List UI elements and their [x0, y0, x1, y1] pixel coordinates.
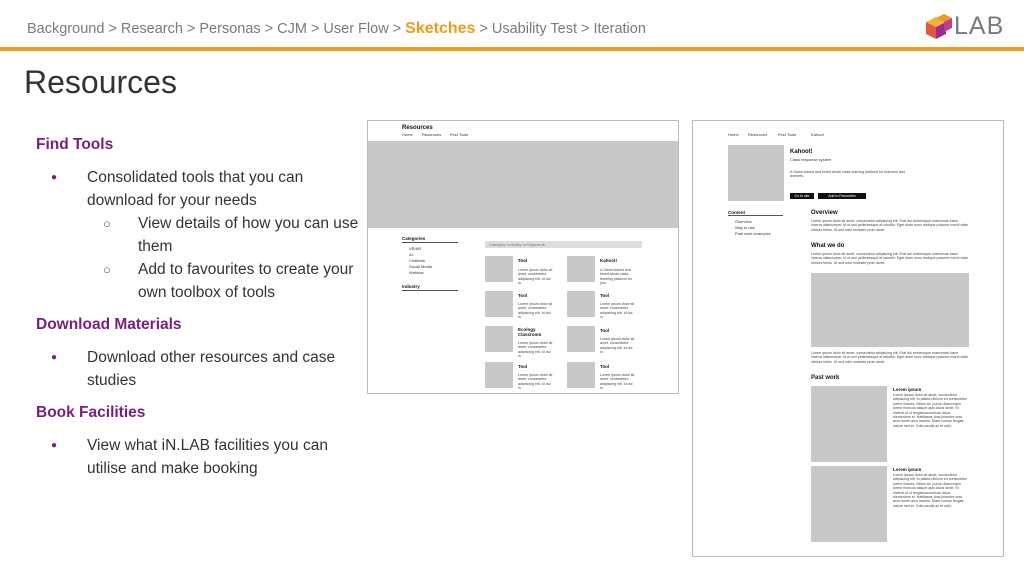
- wf2-past-work-image: [811, 386, 887, 462]
- breadcrumb-item-background[interactable]: Background: [27, 21, 105, 37]
- download-bullet: ● Download other resources and case studies: [36, 346, 366, 392]
- wf2-what-we-do-text: Lorem ipsum dolor sit amet, consectetur adipiscing elit. Erat dui scelerisque maecenas fusce viverra ullamcorper, id ut orci pellentesque et lobortis. Eget diam nunc tristique posuere morbi vitae ultrices tellus. Ut sed odio molestie proin amet.: [811, 252, 969, 265]
- wf2-tool-desc: A Game-based and timed whole class learning platform for teachers and learners.: [790, 170, 906, 179]
- wf1-tool-image: [485, 326, 513, 352]
- wf1-cat-chatbots[interactable]: Chatbots: [409, 258, 426, 263]
- wf2-past-work-text: Lorem ipsum dolor sit amet, consectetur adipiscing elit. In platea ultrices eu consectetur lorem ultrices. Netus ac, purus ullamcorper lorem rhoncus aliquet quis lacus amet. Et viverra ut ut feugiat accumsan lacus elementum et. Habitasse duis posuere cras arcu morbi arcu mauris. Diam cursus feugiat natum sed et. Odio iaculis ac et odio.: [893, 393, 968, 428]
- wf2-overview-heading: Overview: [811, 210, 838, 216]
- wf1-tool-name[interactable]: Ecology Classroom: [518, 327, 542, 337]
- wf1-tool-desc: Lorem ipsum dolor sit amet, consectetur adipiscing elit. Id dui in.: [518, 373, 553, 391]
- features-list: [36, 136, 366, 480]
- breadcrumb: [27, 20, 646, 38]
- wireframe-tool-detail: [692, 120, 1004, 557]
- wf1-tool-name[interactable]: Tool: [518, 364, 528, 369]
- go-to-site-button[interactable]: Go to site: [790, 193, 814, 199]
- wf2-nav-way-to-use[interactable]: Way to use: [735, 225, 755, 230]
- breadcrumb-item-research[interactable]: Research: [120, 21, 183, 37]
- breadcrumb-separator: >: [108, 21, 117, 37]
- breadcrumb-separator: >: [264, 21, 274, 37]
- wf1-cat-ai[interactable]: AI: [409, 252, 413, 257]
- wf2-nav-past-work[interactable]: Past work examples: [735, 231, 771, 236]
- wf1-tool-desc: Lorem ipsum dolor sit amet, consectetur adipiscing elit. Id dui in.: [518, 302, 553, 320]
- wf2-past-work-text: Lorem ipsum dolor sit amet, consectetur adipiscing elit. In platea ultrices eu consectetur lorem ultrices. Netus ac, purus ullamcorper lorem rhoncus aliquet quis lacus amet. Et viverra ut ut feugiat accumsan lacus elementum et. Habitasse duis posuere cras arcu morbi arcu mauris. Diam cursus feugiat natum sed et. Odio iaculis ac et odio.: [893, 473, 968, 508]
- wf2-content-label: Content: [728, 210, 745, 215]
- breadcrumb-separator: >: [310, 21, 320, 37]
- find-tools-sub-2: ○ Add to favourites to create your own toolbox of tools: [36, 258, 366, 304]
- wf1-industry-label[interactable]: Industry: [402, 284, 420, 289]
- wf1-tool-image: [485, 256, 513, 282]
- wf2-past-work-title: Lorem ipsum: [893, 467, 922, 472]
- wf2-crumb-kahoot[interactable]: Kahoot: [811, 132, 824, 137]
- wf1-tool-name[interactable]: Tool: [600, 328, 610, 333]
- find-tools-heading: Find Tools: [36, 136, 114, 153]
- breadcrumb-item-iteration[interactable]: Iteration: [593, 21, 646, 37]
- wf2-past-work-title: Lorem ipsum: [893, 387, 922, 392]
- wf1-crumb-home[interactable]: Home: [402, 132, 413, 137]
- breadcrumb-item-usability-test[interactable]: Usability Test: [491, 21, 578, 37]
- wf2-past-work-image: [811, 466, 887, 542]
- breadcrumb-item-cjm[interactable]: CJM: [277, 21, 307, 37]
- wf2-tool-subtitle: Class response system: [790, 157, 832, 162]
- wf1-cat-social-media[interactable]: Social Media: [409, 264, 432, 269]
- wf1-tool-image: [485, 291, 513, 317]
- wf2-nav-overview[interactable]: Overview: [735, 219, 752, 224]
- wf1-tool-name[interactable]: Tool: [518, 258, 528, 263]
- breadcrumb-separator: >: [581, 21, 590, 37]
- wf1-tool-image: [567, 362, 595, 388]
- facilities-bullet: ● View what iN.LAB facilities you can utilise and make booking: [36, 434, 366, 480]
- find-tools-bullet: ● Consolidated tools that you can download for your needs: [36, 166, 366, 212]
- wf1-tool-image: [567, 326, 595, 352]
- wireframe-resources-list: [367, 120, 679, 394]
- breadcrumb-separator: >: [392, 21, 402, 37]
- wf1-cat-webinar[interactable]: Webinar: [409, 270, 424, 275]
- breadcrumb-item-sketches[interactable]: Sketches: [405, 20, 476, 37]
- wf1-title: Resources: [402, 125, 433, 131]
- header-divider: [0, 47, 1024, 51]
- wf1-tool-desc: Lorem ipsum dolor sit amet, consectetur adipiscing elit. Id dui in.: [600, 337, 635, 355]
- wf1-tool-desc: A Game-based and timed whole class learning platform for you.: [600, 268, 632, 286]
- wf2-feature-image: [811, 273, 969, 347]
- wf1-tool-name[interactable]: Tool: [518, 293, 528, 298]
- wf1-crumb-find-tools[interactable]: Find Tools: [450, 132, 469, 137]
- breadcrumb-item-personas[interactable]: Personas: [199, 21, 261, 37]
- facilities-heading: Book Facilities: [36, 404, 146, 421]
- wf2-past-work-heading: Past work: [811, 375, 840, 381]
- wf1-tool-desc: Lorem ipsum dolor sit amet, consectetur adipiscing elit. Id dui in.: [518, 341, 553, 359]
- logo-text: LAB: [954, 12, 1005, 40]
- wf1-tool-name[interactable]: Tool: [600, 364, 610, 369]
- wf2-crumb-resources[interactable]: Resources: [748, 132, 768, 137]
- wf2-crumb-find-tools[interactable]: Find Tools: [778, 132, 797, 137]
- wf1-search-input[interactable]: Category, Industry or Keywords: [485, 241, 642, 248]
- download-heading: Download Materials: [36, 316, 182, 333]
- wf2-tool-thumbnail: [728, 145, 784, 201]
- find-tools-sub-1: ○ View details of how you can use them: [36, 212, 366, 258]
- wf1-categories-label[interactable]: Categories: [402, 236, 426, 241]
- wf2-what-we-do-heading: What we do: [811, 243, 845, 249]
- wf1-tool-name[interactable]: Tool: [600, 293, 610, 298]
- breadcrumb-separator: >: [186, 21, 196, 37]
- wf1-tool-name[interactable]: Kahoot!: [600, 258, 617, 263]
- wf1-tool-image: [485, 362, 513, 388]
- page-title: Resources: [24, 64, 177, 100]
- wf2-overview-text: Lorem ipsum dolor sit amet, consectetur adipiscing elit. Erat dui scelerisque maecenas fusce viverra ullamcorper, id ut orci pellentesque et lobortis. Eget diam nunc tristique posuere morbi vitae ultrices tellus. Ut sed odio molestie proin amet.: [811, 219, 969, 232]
- wf2-feature-caption: Lorem ipsum dolor sit amet, consectetur adipiscing elit. Erat dui scelerisque maecenas fusce viverra ullamcorper, id ut orci pellentesque et lobortis. Eget diam nunc tristique posuere morbi vitae ultrices tellus. Ut sed odio molestie proin amet.: [811, 351, 969, 364]
- wf2-crumb-home[interactable]: Home: [728, 132, 739, 137]
- wf1-cat-vrar[interactable]: VR/AR: [409, 246, 422, 251]
- wf1-tool-desc: Lorem ipsum dolor sit amet, consectetur adipiscing elit. Id dui in.: [600, 302, 635, 320]
- wf2-tool-title: Kahoot!: [790, 149, 813, 155]
- wf1-tool-desc: Lorem ipsum dolor sit amet, consectetur adipiscing elit. Id dui in.: [600, 373, 635, 391]
- wf1-crumb-resources[interactable]: Resources: [422, 132, 442, 137]
- wf1-tool-image: [567, 256, 595, 282]
- breadcrumb-item-user-flow[interactable]: User Flow: [323, 21, 389, 37]
- wf1-tool-image: [567, 291, 595, 317]
- wf1-hero-image: [368, 141, 679, 228]
- wf1-tool-desc: Lorem ipsum dolor sit amet, consectetur adipiscing elit. Id dui in.: [518, 268, 553, 286]
- breadcrumb-separator: >: [479, 21, 488, 37]
- add-to-favourites-button[interactable]: Add to Favourites: [818, 193, 866, 199]
